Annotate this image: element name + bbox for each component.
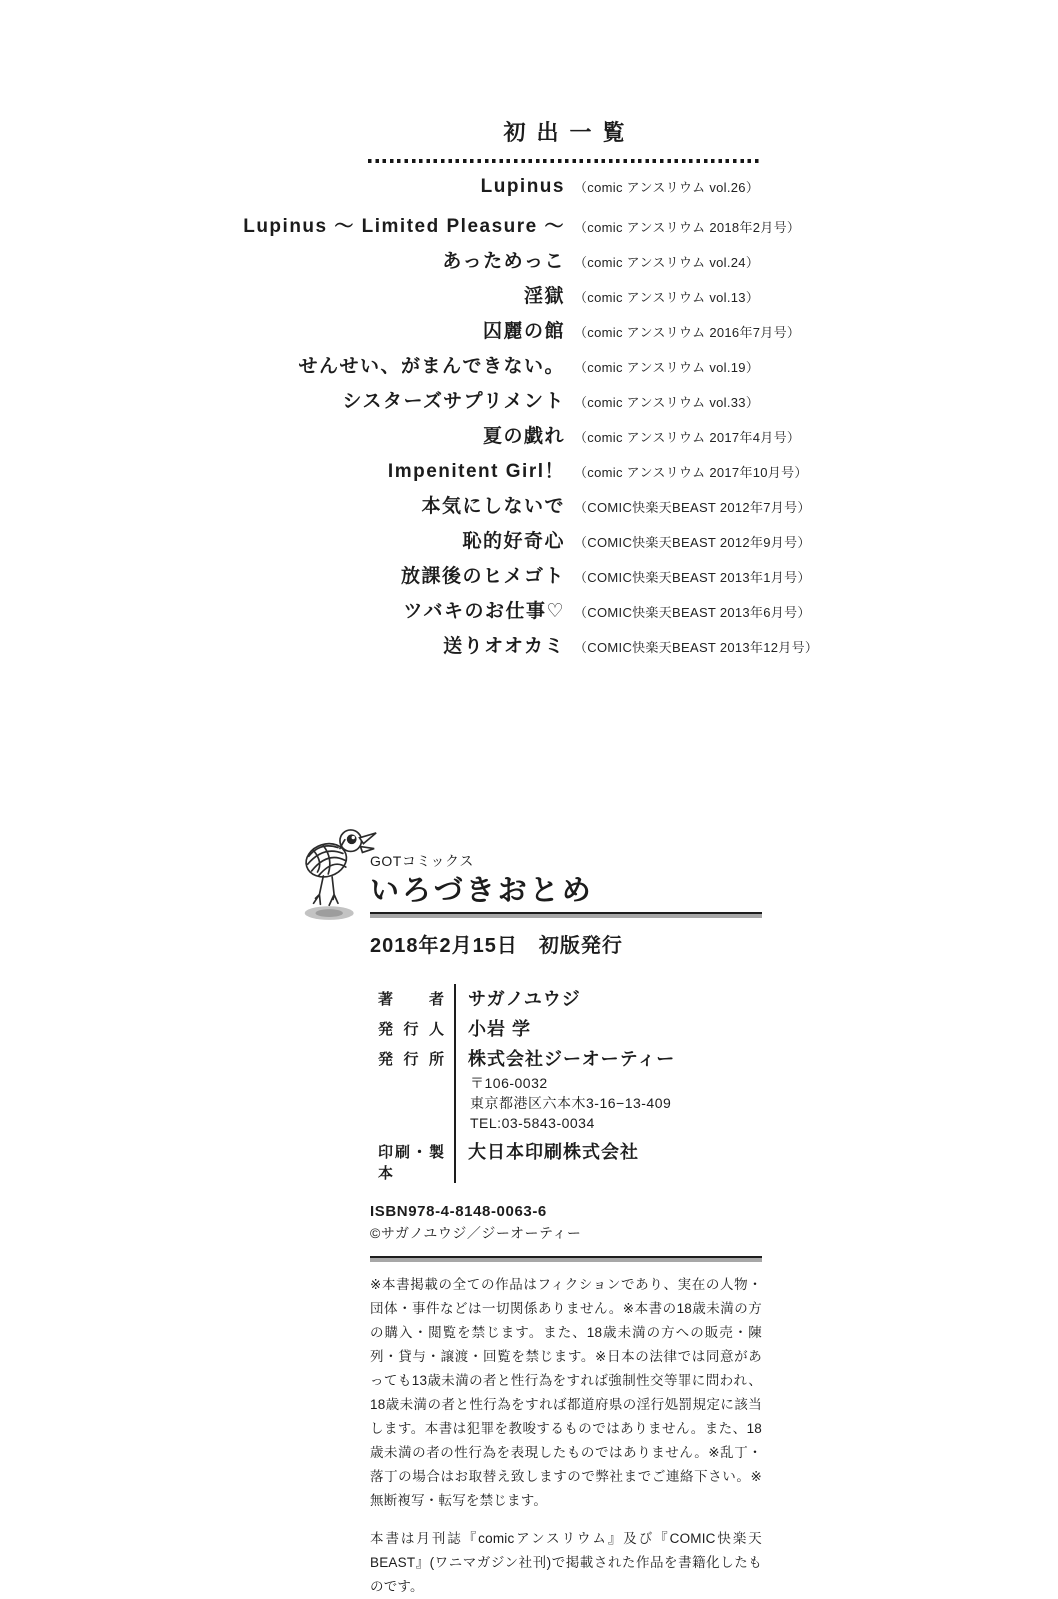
publisher-address	[470, 1074, 762, 1134]
disclaimer-text: ※本書掲載の全ての作品はフィクションであり、実在の人物・団体・事件などは一切関係ありません。※本書の18歳未満の方の購入・閲覧を禁じます。また、18歳未満の方への販売・陳列・貸与・譲渡・回覧を禁じます。※日本の法律では同意があっても13歳未満の者と性行為をすれば強制性交等罪に問われ、18歳未満の者と性行為をすれば都道府県の淫行処罰規定に該当します。本書は犯罪を教唆するものではありません。また、18歳未満の者の性行為を表現したものではありません。※乱丁・落丁の場合はお取替え致しますので弊社までご連絡下さい。※無断複写・転写を禁じます。	[370, 1277, 762, 1509]
publication-source: （comic アンスリウム vol.24）	[574, 255, 760, 271]
publication-source: （comic アンスリウム vol.13）	[574, 290, 760, 306]
publication-entry	[0, 421, 1058, 448]
publication-entry	[0, 316, 1058, 343]
publication-source: （comic アンスリウム 2017年4月号）	[574, 430, 801, 446]
work-title: Lupinus ～ Limited Pleasure ～	[243, 216, 565, 238]
publication-entry	[0, 596, 1058, 623]
credit-value	[454, 1044, 762, 1138]
title-rule	[370, 912, 762, 918]
credit-label: 著者	[378, 990, 444, 1008]
edition-line: 2018年2月15日 初版発行	[370, 934, 623, 957]
credit-value: 大日本印刷株式会社	[454, 1137, 762, 1183]
copyright-line: ©サガノユウジ／ジーオーティー	[370, 1225, 582, 1242]
credit-value: サガノユウジ	[454, 984, 762, 1014]
dotted-divider	[368, 159, 760, 163]
publication-source: （comic アンスリウム 2018年2月号）	[574, 220, 801, 236]
publication-list	[0, 176, 1058, 658]
publication-source: （comic アンスリウム 2016年7月号）	[574, 325, 801, 341]
address-line: 東京都港区六本木3-16−13-409	[470, 1094, 672, 1111]
publication-source: （COMIC快楽天BEAST 2013年6月号）	[574, 605, 811, 621]
publication-source: （comic アンスリウム vol.19）	[574, 360, 760, 376]
publication-source: （comic アンスリウム 2017年10月号）	[574, 465, 808, 481]
work-title: あっためっこ	[442, 251, 565, 273]
publication-entry	[0, 246, 1058, 273]
section-title: 初出一覧	[503, 120, 636, 145]
publication-entry	[0, 176, 1058, 198]
work-title: 淫獄	[523, 286, 565, 308]
publication-source: （comic アンスリウム vol.33）	[574, 395, 760, 411]
work-title: 送りオオカミ	[443, 636, 565, 658]
credit-label: 発行人	[378, 1020, 444, 1038]
credit-label: 印刷・製本	[378, 1144, 444, 1183]
imprint-label: GOTコミックス	[370, 853, 474, 870]
first-publication-section	[0, 0, 1058, 658]
work-title: 囚麗の館	[482, 321, 565, 343]
publication-entry	[0, 631, 1058, 658]
work-title: 放課後のヒメゴト	[400, 566, 565, 588]
colophon-rule	[370, 1256, 762, 1262]
work-title: 夏の戯れ	[482, 426, 565, 448]
publisher-name: 株式会社ジーオーティー	[468, 1048, 676, 1069]
publication-entry	[0, 561, 1058, 588]
publication-source: （COMIC快楽天BEAST 2013年1月号）	[574, 570, 811, 586]
phone-line: TEL:03-5843-0034	[470, 1114, 595, 1131]
work-title: 恥的好奇心	[462, 531, 565, 553]
got-bird-logo	[294, 821, 382, 923]
publication-entry	[0, 281, 1058, 308]
publication-entry	[0, 351, 1058, 378]
publication-entry	[0, 386, 1058, 413]
publication-entry	[0, 456, 1058, 483]
publication-source: （COMIC快楽天BEAST 2012年9月号）	[574, 535, 811, 551]
colophon-section	[370, 835, 762, 1599]
publication-source: （comic アンスリウム vol.26）	[574, 180, 760, 196]
work-title: Impenitent Girl！	[387, 461, 565, 483]
publication-entry	[0, 526, 1058, 553]
publication-entry	[0, 211, 1058, 238]
source-note: 本書は月刊誌『comicアンスリウム』及び『COMIC快楽天BEAST』(ワニマガジン社刊)で掲載された作品を書籍化したものです。	[370, 1531, 762, 1595]
publication-source: （COMIC快楽天BEAST 2012年7月号）	[574, 500, 811, 516]
work-title: 本気にしないで	[421, 496, 565, 518]
credit-row-publisher	[370, 1044, 762, 1138]
publication-entry	[0, 491, 1058, 518]
credits-table	[370, 984, 762, 1184]
credit-row-publisher-person	[370, 1014, 762, 1044]
work-title: シスターズサプリメント	[342, 391, 565, 413]
credit-label: 発行所	[378, 1050, 444, 1068]
work-title: Lupinus	[480, 176, 565, 198]
credit-value: 小岩 学	[454, 1014, 762, 1044]
publication-source: （COMIC快楽天BEAST 2013年12月号）	[574, 640, 819, 656]
book-title: いろづきおとめ	[370, 875, 594, 908]
work-title: ツバキのお仕事♡	[403, 601, 565, 623]
postal-code: 〒106-0032	[470, 1074, 548, 1091]
isbn: ISBN978-4-8148-0063-6	[370, 1203, 547, 1221]
work-title: せんせい、がまんできない。	[298, 356, 565, 378]
credit-row-author	[370, 984, 762, 1014]
credit-row-printer	[370, 1137, 762, 1183]
